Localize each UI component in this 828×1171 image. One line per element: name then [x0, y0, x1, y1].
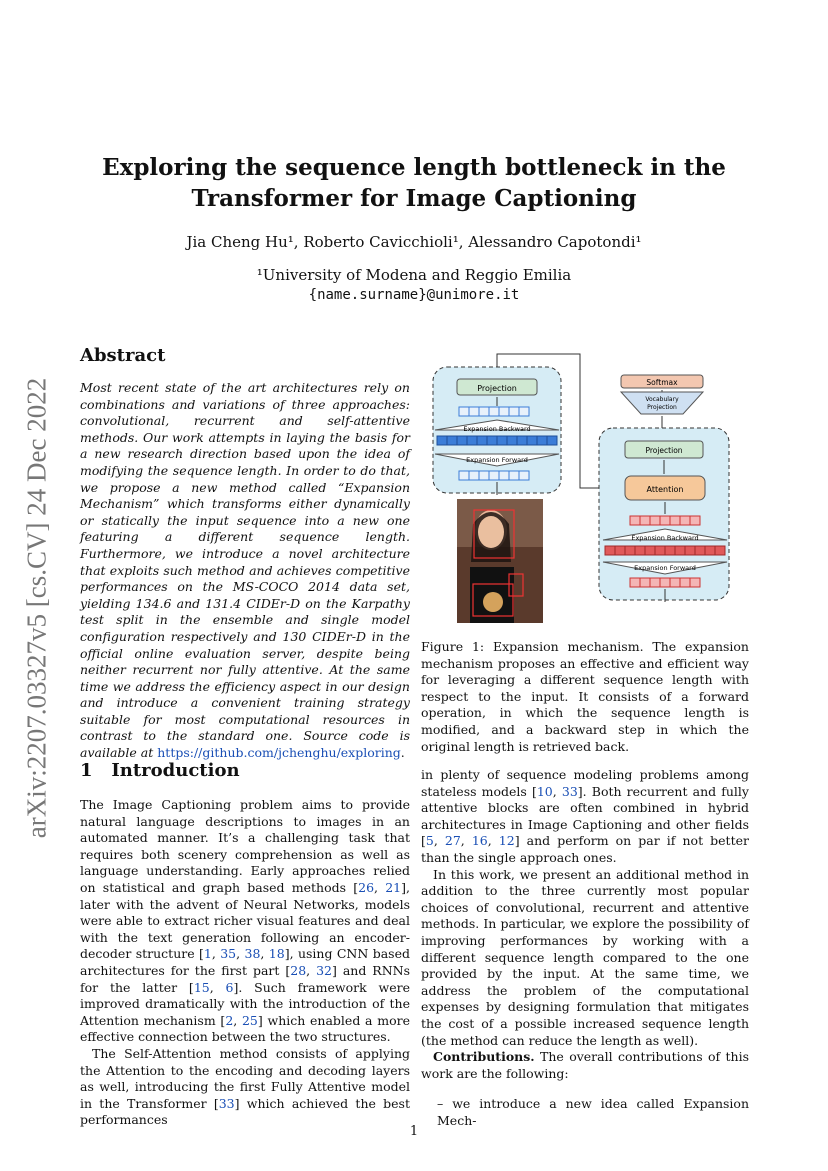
token-row-blue-wide [437, 436, 557, 445]
intro-right-text [421, 767, 749, 1129]
paper-title: Exploring the sequence length bottleneck in the Transformer for Image Captioning [102, 154, 726, 212]
page-number: 1 [409, 1124, 419, 1139]
expansion-mechanism-figure [425, 352, 750, 627]
contributions-paragraph: Contributions. The overall contributions of this work are the following: [421, 1049, 749, 1081]
attention-label: Attention [646, 485, 684, 494]
intro-paragraph-1: The Image Captioning problem aims to provide natural language descriptions to images in an automated manner. It’s a challenging task that requires both scenery comprehension as well as language understanding. Early approaches relied on statistical and graph based methods [26, 21], later with the advent of Neural Networks, models were able to extract richer visual features and deal with the text generation following an encoder-decoder structure [1, 35, 38, 18], using CNN based architectures for the first part [28, 32] and RNNs for the latter [15, 6]. Such framework were improved dramatically with the introduction of the Attention mechanism [2, 25] which enabled a more effective connection between the two structures. [80, 797, 411, 1045]
intro-paragraph-3: in plenty of sequence modeling problems among stateless models [10, 33]. Both recurrent and fully attentive blocks are often combined in hybrid architectures in Image Captioning and other fields [5, 27, 16, 12] and perform on par if not better than the single approach ones. [421, 767, 749, 865]
token-row-blue-top [459, 407, 529, 416]
email: {name.surname}@unimore.it [308, 287, 520, 303]
exp-backward-right-label: Expansion Backward [631, 534, 699, 542]
github-link[interactable]: https://github.com/jchenghu/exploring [157, 745, 401, 761]
author-list: Jia Cheng Hu¹, Roberto Cavicchioli¹, Alessandro Capotondi¹ [186, 233, 642, 251]
intro-paragraph-4: In this work, we present an additional method in addition to the three currently most popular choices of convolutional, recurrent and attentive methods. In particular, we explore the possibility of improving performances by working with a different sequence length compared to the one provided by the input. At the same time, we address the problem of the computational expenses by designing formulation that mitigates the cost of a possible increased sequence length (the method can reduce the length as well). [421, 866, 749, 1048]
exp-forward-left-label: Expansion Forward [466, 456, 528, 464]
vocab-label-2: Projection [647, 404, 677, 411]
exp-backward-left-label: Expansion Backward [463, 425, 531, 433]
token-row-red-wide [605, 546, 725, 555]
affiliation-block [100, 265, 728, 305]
exp-forward-right-label: Expansion Forward [634, 564, 696, 572]
softmax-label: Softmax [646, 378, 678, 387]
teddy-bear [483, 592, 503, 612]
abstract-heading: Abstract [80, 345, 166, 366]
abstract-text: Most recent state of the art architectures rely on combinations and variations of three approaches: convolutional, recurrent and self-attentive methods. Our work attempts in laying the basis for a new research direction based upon the idea of modifying the sequence length. In order to do that, we propose a new method called “Expansion Mechanism” which transforms either dynamically or statically the input sequence into a new one featuring a different sequence length. Furthermore, we introduce a novel architecture that exploits such method and achieves competitive performances on the MS-COCO 2014 data set, yielding 134.6 and 131.4 CIDEr-D on the Karpathy test split in the ensemble and single model configuration respectively and 130 CIDEr-D in the official online evaluation server, despite being neither recurrent nor fully attentive. At the same time we address the efficiency aspect in our design and introduce a convenient training strategy suitable for most computational resources in contrast to the standard one. Source code is available at https://github.com/jchenghu/exploring. [80, 380, 410, 761]
intro-left-text [80, 797, 410, 1129]
intro-heading: 1 Introduction [80, 760, 240, 781]
token-row-blue-bottom [459, 471, 529, 480]
intro-paragraph-2: The Self-Attention method consists of applying the Attention to the encoding and decoding layers as well, introducing the first Fully Attentive model in the Transformer [33] which achieved the best performances [80, 1045, 410, 1128]
arxiv-side-label: arXiv:2207.03327v5 [cs.CV] 24 Dec 2022 [21, 377, 52, 838]
projection-left-label: Projection [477, 384, 517, 393]
vocab-label-1: Vocabulary [645, 396, 679, 403]
abstract-section [80, 345, 410, 774]
token-row-red-bottom [630, 578, 700, 587]
figure-caption: Figure 1: Expansion mechanism. The expansion mechanism proposes an effective and efficient way for leveraging a different sequence length with respect to the input. It consists of a forward operation, in which the sequence length is modified, and a backward step in which the original length is retrieved back. [421, 639, 749, 754]
affiliation: ¹University of Modena and Reggio Emilia [256, 266, 572, 284]
introduction-section [80, 760, 410, 1129]
contribution-bullet: – we introduce a new idea called Expansion Mech- [437, 1096, 749, 1128]
token-row-red-top [630, 516, 700, 525]
projection-right-label: Projection [645, 446, 683, 455]
